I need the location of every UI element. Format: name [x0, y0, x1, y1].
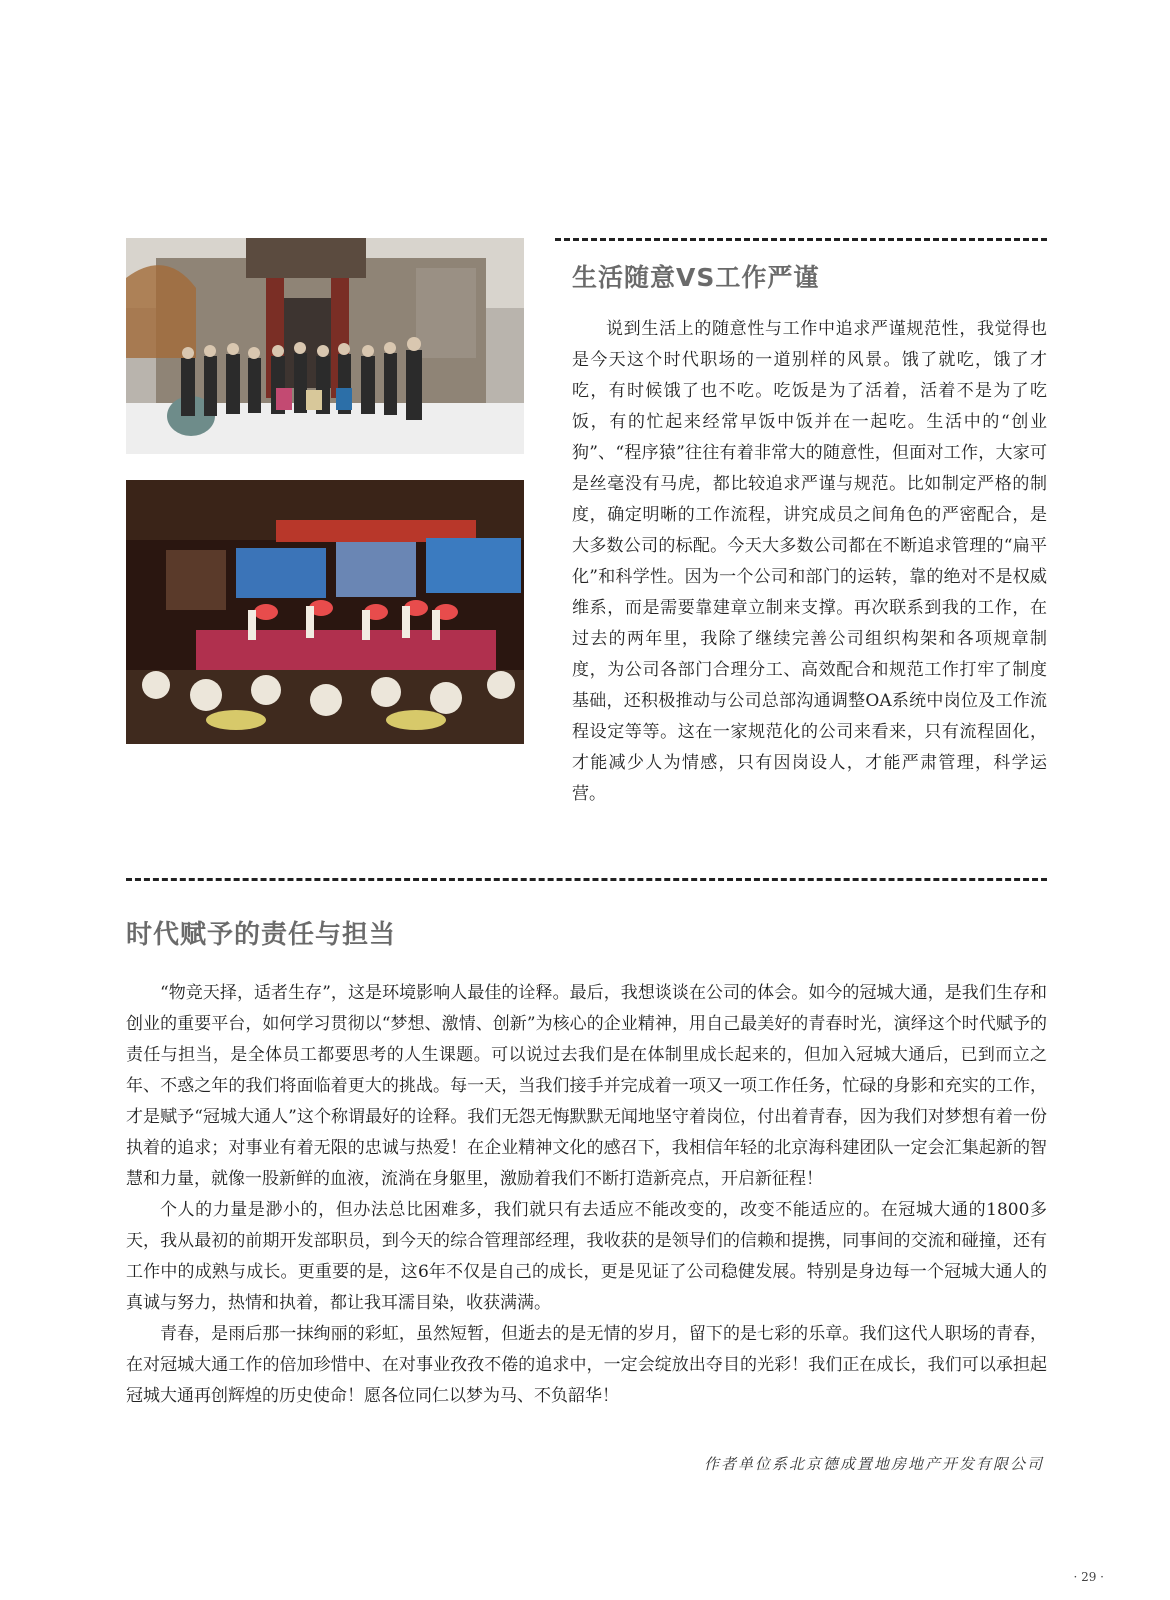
group-photo-snow — [126, 238, 524, 454]
section-title-1: 生活随意VS工作严谨 — [572, 263, 820, 292]
stage-performance-photo — [126, 480, 524, 744]
section-title-2: 时代赋予的责任与担当 — [126, 920, 397, 950]
page-number: · 29 · — [1073, 1570, 1104, 1584]
section2-body — [126, 978, 1047, 1412]
section1-paragraph: 说到生活上的随意性与工作中追求严谨规范性，我觉得也是今天这个时代职场的一道别样的风景。饿了就吃，饿了才吃，有时候饿了也不吃。吃饭是为了活着，活着不是为了吃饭，有的忙起来经常早饭中饭并在一起吃。生活中的“创业狗”、“程序猿”往往有着非常大的随意性，但面对工作，大家可是丝毫没有马虎，都比较追求严谨与规范。比如制定严格的制度，确定明晰的工作流程，讲究成员之间角色的严密配合，是大多数公司的标配。今天大多数公司都在不断追求管理的“扁平化”和科学性。因为一个公司和部门的运转，靠的绝对不是权威维系，而是需要靠建章立制来支撑。再次联系到我的工作，在过去的两年里，我除了继续完善公司组织构架和各项规章制度，为公司各部门合理分工、高效配合和规范工作打牢了制度基础，还积极推动与公司总部沟通调整OA系统中岗位及工作流程设定等等。这在一家规范化的公司来看来，只有流程固化，才能减少人为情感，只有因岗设人，才能严肃管理，科学运营。 — [572, 319, 1047, 804]
section2-paragraph: 个人的力量是渺小的，但办法总比困难多，我们就只有去适应不能改变的，改变不能适应的。在冠城大通的1800多天，我从最初的前期开发部职员，到今天的综合管理部经理，我收获的是领导们的信赖和提携，同事间的交流和碰撞，还有工作中的成熟与成长。更重要的是，这6年不仅是自己的成长，更是见证了公司稳健发展。特别是身边每一个冠城大通人的真诚与努力，热情和执着，都让我耳濡目染，收获满满。 — [126, 1200, 1047, 1313]
section2-paragraph: 青春，是雨后那一抹绚丽的彩虹，虽然短暂，但逝去的是无情的岁月，留下的是七彩的乐章。我们这代人职场的青春，在对冠城大通工作的倍加珍惜中、在对事业孜孜不倦的追求中，一定会绽放出夺目的光彩！我们正在成长，我们可以承担起冠城大通再创辉煌的历史使命！愿各位同仁以梦为马、不负韶华！ — [126, 1324, 1047, 1406]
author-affiliation: 作者单位系北京德成置地房地产开发有限公司 — [703, 1455, 1044, 1473]
section2-paragraph: “物竞天择，适者生存”，这是环境影响人最佳的诠释。最后，我想谈谈在公司的体会。如今的冠城大通，是我们生存和创业的重要平台，如何学习贯彻以“梦想、激情、创新”为核心的企业精神，用自己最美好的青春时光，演绎这个时代赋予的责任与担当，是全体员工都要思考的人生课题。可以说过去我们是在体制里成长起来的，但加入冠城大通后，已到而立之年、不惑之年的我们将面临着更大的挑战。每一天，当我们接手并完成着一项又一项工作任务，忙碌的身影和充实的工作，才是赋予“冠城大通人”这个称谓最好的诠释。我们无怨无悔默默无闻地坚守着岗位，付出着青春，因为我们对梦想有着一份执着的追求；对事业有着无限的忠诚与热爱！在企业精神文化的感召下，我相信年轻的北京海科建团队一定会汇集起新的智慧和力量，就像一股新鲜的血液，流淌在身躯里，激励着我们不断打造新亮点，开启新征程！ — [126, 983, 1047, 1189]
dashed-divider-top — [555, 238, 1047, 241]
dashed-divider-middle — [126, 878, 1047, 881]
